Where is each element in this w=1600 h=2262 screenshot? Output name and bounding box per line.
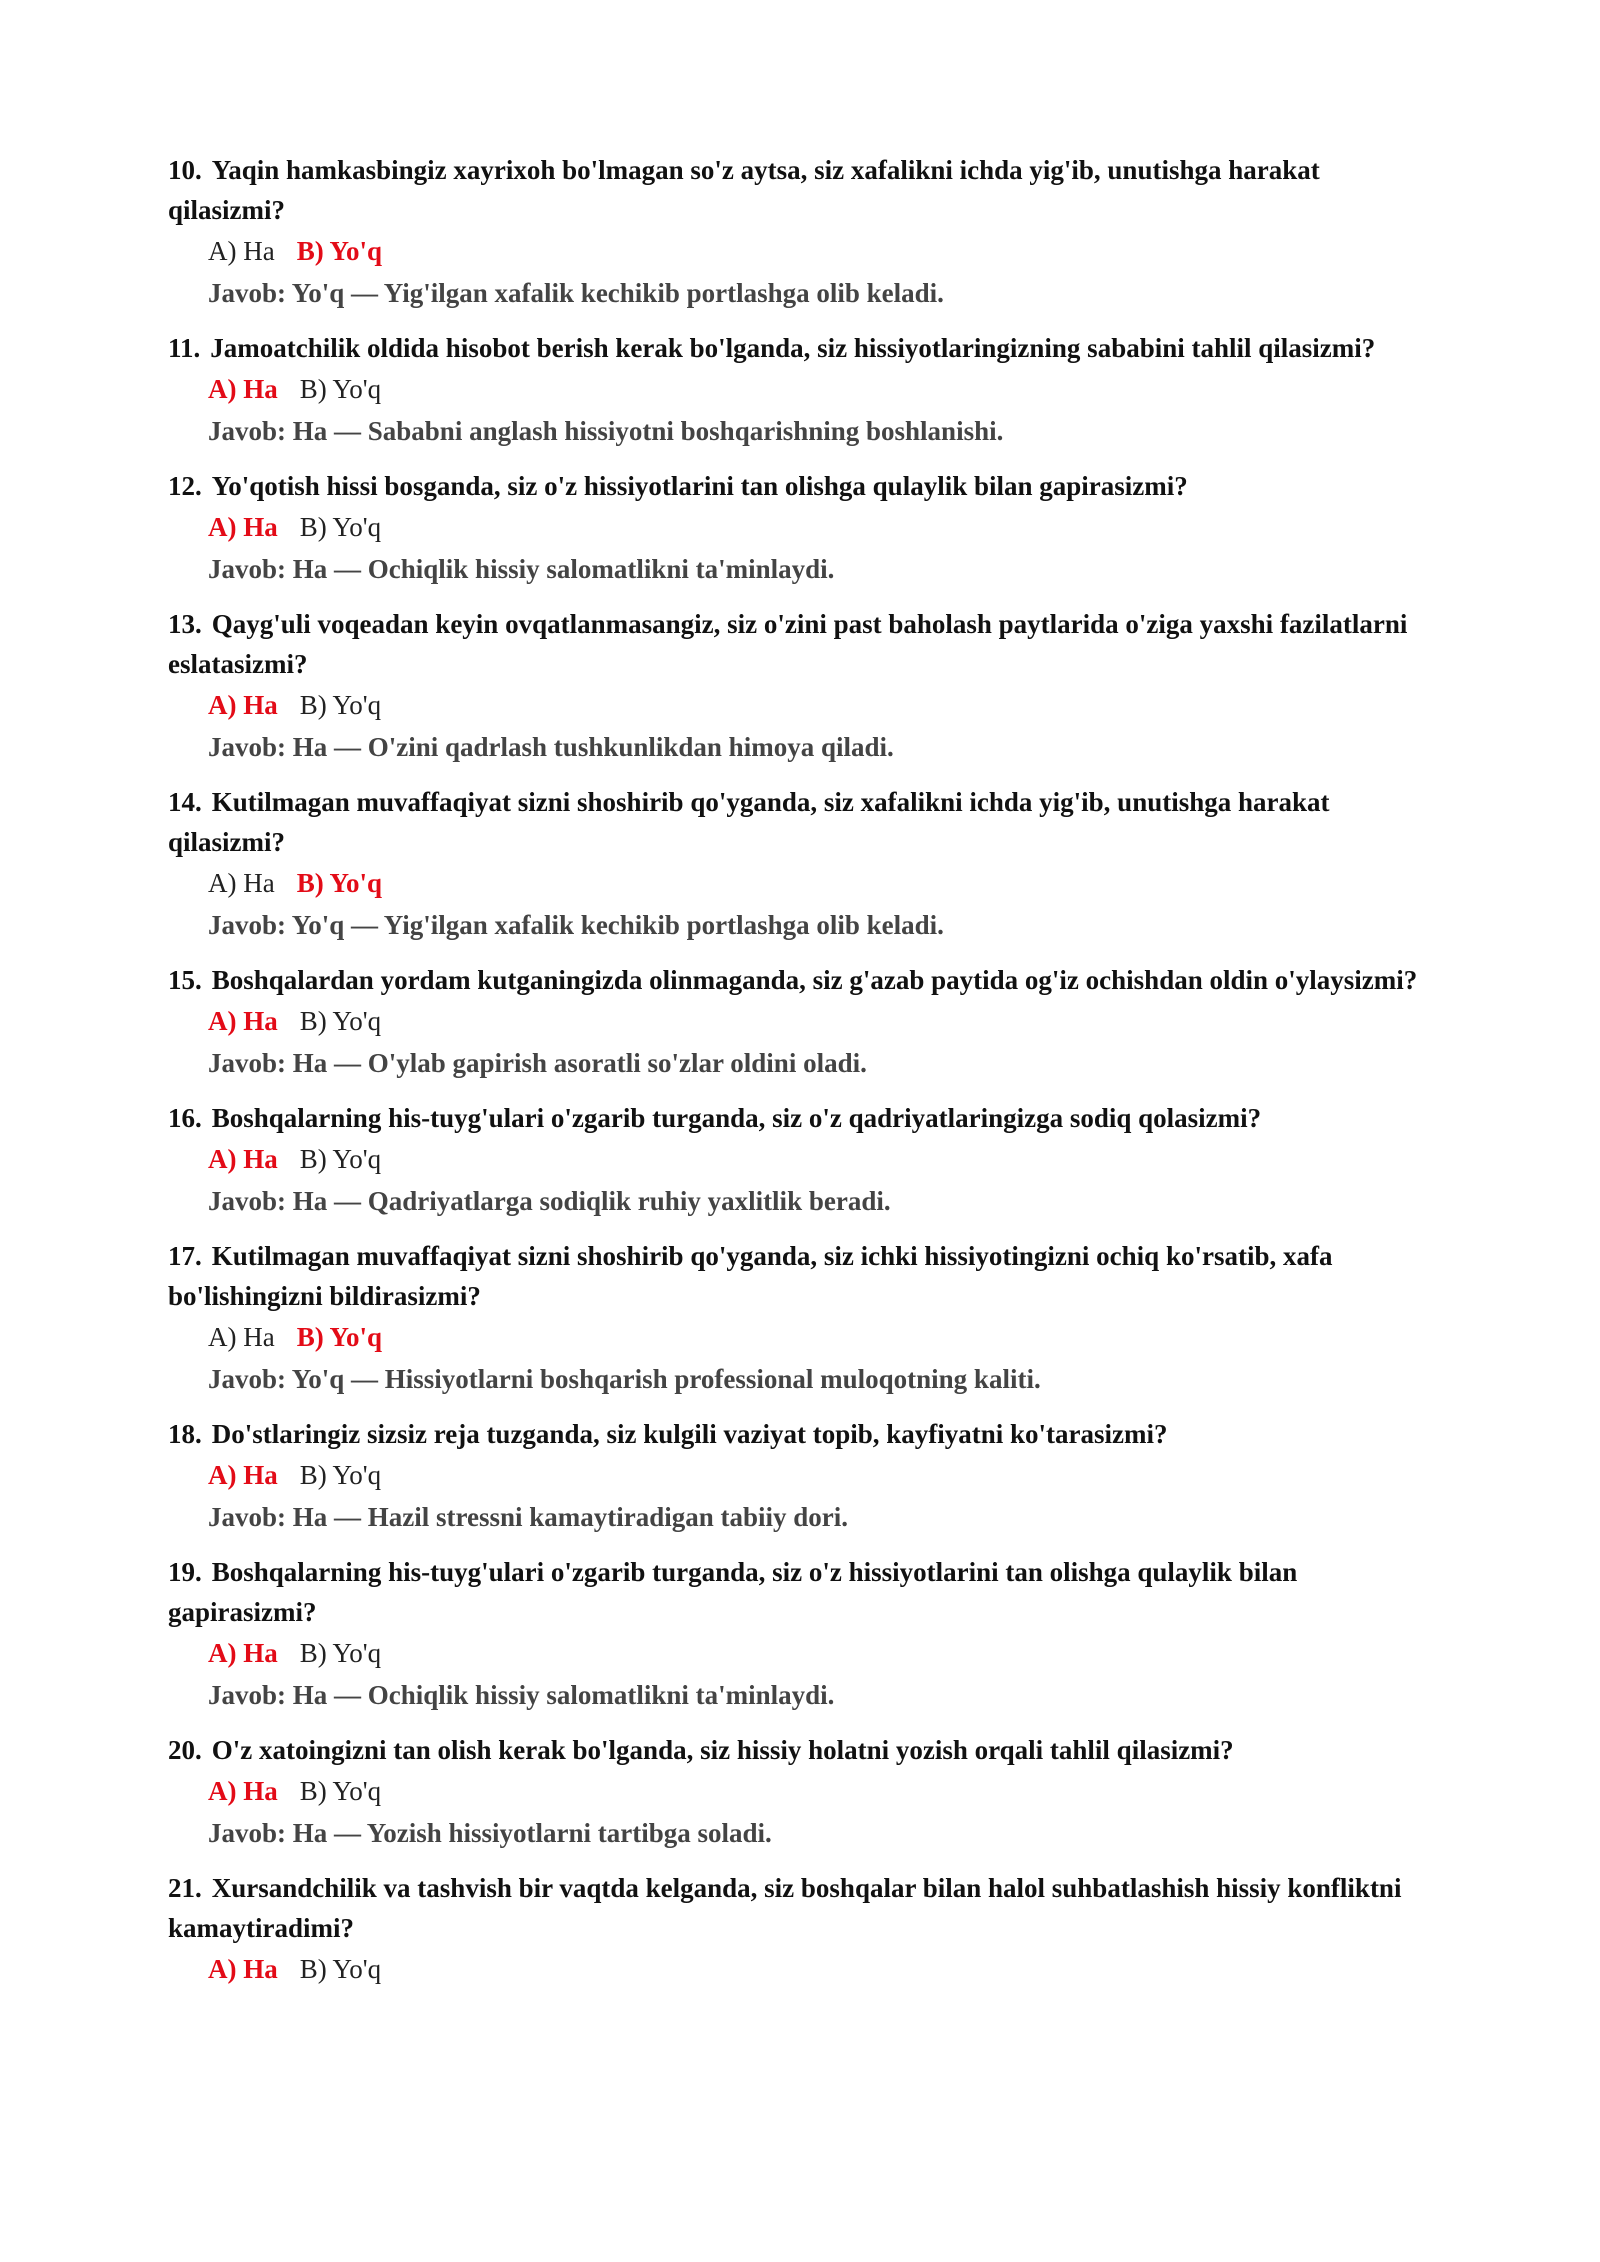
question-number: 11. bbox=[168, 333, 201, 363]
question-number: 16. bbox=[168, 1103, 202, 1133]
answer-explanation: Javob: Ha — Hazil stressni kamaytiradigan tabiiy dori. bbox=[208, 1502, 849, 1532]
question-label: Boshqalardan yordam kutganingizda olinmaganda, siz g'azab paytida og'iz ochishdan oldin o'ylaysizmi? bbox=[211, 965, 1418, 995]
question-label: Yaqin hamkasbingiz xayrixoh bo'lmagan so'z aytsa, siz xafalikni ichda yig'ib, unutishga harakat qilasizmi? bbox=[168, 155, 1320, 225]
question-block bbox=[168, 604, 1438, 768]
question-block bbox=[168, 1236, 1438, 1400]
option-a[interactable]: A) Ha bbox=[208, 1006, 278, 1036]
answer-options bbox=[208, 1138, 1438, 1180]
question-block bbox=[168, 1868, 1438, 1990]
answer-explanation: Javob: Ha — Qadriyatlarga sodiqlik ruhiy yaxlitlik beradi. bbox=[208, 1186, 891, 1216]
question-label: Jamoatchilik oldida hisobot berish kerak bo'lganda, siz hissiyotlaringizning sababini tahlil qilasizmi? bbox=[210, 333, 1376, 363]
answer-options bbox=[208, 230, 1438, 272]
option-b[interactable]: B) Yo'q bbox=[296, 868, 383, 898]
question-label: Do'stlaringiz sizsiz reja tuzganda, siz kulgili vaziyat topib, kayfiyatni ko'tarasizmi? bbox=[211, 1419, 1168, 1449]
question-text bbox=[168, 1552, 1438, 1632]
question-number: 21. bbox=[168, 1873, 202, 1903]
question-block bbox=[168, 328, 1438, 452]
option-a[interactable]: A) Ha bbox=[208, 374, 278, 404]
question-label: Boshqalarning his-tuyg'ulari o'zgarib turganda, siz o'z qadriyatlaringizga sodiq qolasizmi? bbox=[211, 1103, 1262, 1133]
question-number: 14. bbox=[168, 787, 202, 817]
answer-explanation: Javob: Ha — Sababni anglash hissiyotni boshqarishning boshlanishi. bbox=[208, 416, 1004, 446]
question-label: Kutilmagan muvaffaqiyat sizni shoshirib qo'yganda, siz ichki hissiyotingizni ochiq ko'rsatib, xafa bo'lishingizni bildirasizmi? bbox=[168, 1241, 1333, 1311]
question-text bbox=[168, 604, 1438, 684]
question-number: 12. bbox=[168, 471, 202, 501]
question-label: Yo'qotish hissi bosganda, siz o'z hissiyotlarini tan olishga qulaylik bilan gapirasizmi? bbox=[211, 471, 1188, 501]
option-a[interactable]: A) Ha bbox=[208, 236, 275, 266]
option-b[interactable]: B) Yo'q bbox=[299, 1638, 382, 1668]
question-text bbox=[168, 466, 1438, 506]
option-a[interactable]: A) Ha bbox=[208, 1322, 275, 1352]
question-text bbox=[168, 328, 1438, 368]
question-label: Xursandchilik va tashvish bir vaqtda kelganda, siz boshqalar bilan halol suhbatlashish hissiy konfliktni kamaytiradimi? bbox=[168, 1873, 1402, 1943]
answer-options bbox=[208, 862, 1438, 904]
option-a[interactable]: A) Ha bbox=[208, 1954, 278, 1984]
option-b[interactable]: B) Yo'q bbox=[299, 1954, 382, 1984]
option-a[interactable]: A) Ha bbox=[208, 1638, 278, 1668]
question-list bbox=[168, 150, 1438, 2004]
answer-explanation: Javob: Ha — Ochiqlik hissiy salomatlikni ta'minlaydi. bbox=[208, 554, 835, 584]
question-number: 15. bbox=[168, 965, 202, 995]
question-number: 19. bbox=[168, 1557, 202, 1587]
option-b[interactable]: B) Yo'q bbox=[299, 512, 382, 542]
answer-explanation: Javob: Yo'q — Yig'ilgan xafalik kechikib portlashga olib keladi. bbox=[208, 278, 944, 308]
answer-options bbox=[208, 1316, 1438, 1358]
question-text bbox=[168, 1236, 1438, 1316]
question-text bbox=[168, 150, 1438, 230]
question-block bbox=[168, 960, 1438, 1084]
question-text bbox=[168, 960, 1438, 1000]
question-number: 13. bbox=[168, 609, 202, 639]
option-a[interactable]: A) Ha bbox=[208, 1144, 278, 1174]
question-block bbox=[168, 466, 1438, 590]
question-block bbox=[168, 1098, 1438, 1222]
question-text bbox=[168, 1098, 1438, 1138]
question-number: 20. bbox=[168, 1735, 202, 1765]
question-text bbox=[168, 782, 1438, 862]
option-a[interactable]: A) Ha bbox=[208, 512, 278, 542]
option-b[interactable]: B) Yo'q bbox=[299, 1776, 382, 1806]
answer-explanation: Javob: Yo'q — Hissiyotlarni boshqarish professional muloqotning kaliti. bbox=[208, 1364, 1041, 1394]
question-label: Boshqalarning his-tuyg'ulari o'zgarib turganda, siz o'z hissiyotlarini tan olishga qulaylik bilan gapirasizmi? bbox=[168, 1557, 1298, 1627]
answer-options bbox=[208, 1948, 1438, 1990]
answer-options bbox=[208, 1632, 1438, 1674]
option-b[interactable]: B) Yo'q bbox=[296, 236, 383, 266]
answer-options bbox=[208, 368, 1438, 410]
option-b[interactable]: B) Yo'q bbox=[299, 1144, 382, 1174]
answer-explanation: Javob: Ha — Ochiqlik hissiy salomatlikni ta'minlaydi. bbox=[208, 1680, 835, 1710]
question-block bbox=[168, 1552, 1438, 1716]
option-b[interactable]: B) Yo'q bbox=[299, 690, 382, 720]
question-label: Kutilmagan muvaffaqiyat sizni shoshirib qo'yganda, siz xafalikni ichda yig'ib, unutishga harakat qilasizmi? bbox=[168, 787, 1330, 857]
question-block bbox=[168, 1414, 1438, 1538]
option-a[interactable]: A) Ha bbox=[208, 1776, 278, 1806]
answer-explanation: Javob: Yo'q — Yig'ilgan xafalik kechikib portlashga olib keladi. bbox=[208, 910, 944, 940]
question-text bbox=[168, 1730, 1438, 1770]
option-b[interactable]: B) Yo'q bbox=[296, 1322, 383, 1352]
answer-explanation: Javob: Ha — O'ylab gapirish asoratli so'zlar oldini oladi. bbox=[208, 1048, 867, 1078]
question-label: O'z xatoingizni tan olish kerak bo'lganda, siz hissiy holatni yozish orqali tahlil qilasizmi? bbox=[211, 1735, 1234, 1765]
question-text bbox=[168, 1414, 1438, 1454]
question-block bbox=[168, 782, 1438, 946]
answer-options bbox=[208, 1454, 1438, 1496]
question-label: Qayg'uli voqeadan keyin ovqatlanmasangiz, siz o'zini past baholash paytlarida o'ziga yaxshi fazilatlarni eslatasizmi? bbox=[168, 609, 1408, 679]
question-block bbox=[168, 1730, 1438, 1854]
answer-options bbox=[208, 684, 1438, 726]
question-text bbox=[168, 1868, 1438, 1948]
question-block bbox=[168, 150, 1438, 314]
answer-options bbox=[208, 1770, 1438, 1812]
question-number: 10. bbox=[168, 155, 202, 185]
option-a[interactable]: A) Ha bbox=[208, 1460, 278, 1490]
question-number: 18. bbox=[168, 1419, 202, 1449]
answer-options bbox=[208, 506, 1438, 548]
option-b[interactable]: B) Yo'q bbox=[299, 374, 382, 404]
answer-explanation: Javob: Ha — O'zini qadrlash tushkunlikdan himoya qiladi. bbox=[208, 732, 894, 762]
question-number: 17. bbox=[168, 1241, 202, 1271]
option-a[interactable]: A) Ha bbox=[208, 868, 275, 898]
option-a[interactable]: A) Ha bbox=[208, 690, 278, 720]
option-b[interactable]: B) Yo'q bbox=[299, 1460, 382, 1490]
option-b[interactable]: B) Yo'q bbox=[299, 1006, 382, 1036]
answer-explanation: Javob: Ha — Yozish hissiyotlarni tartibga soladi. bbox=[208, 1818, 772, 1848]
answer-options bbox=[208, 1000, 1438, 1042]
